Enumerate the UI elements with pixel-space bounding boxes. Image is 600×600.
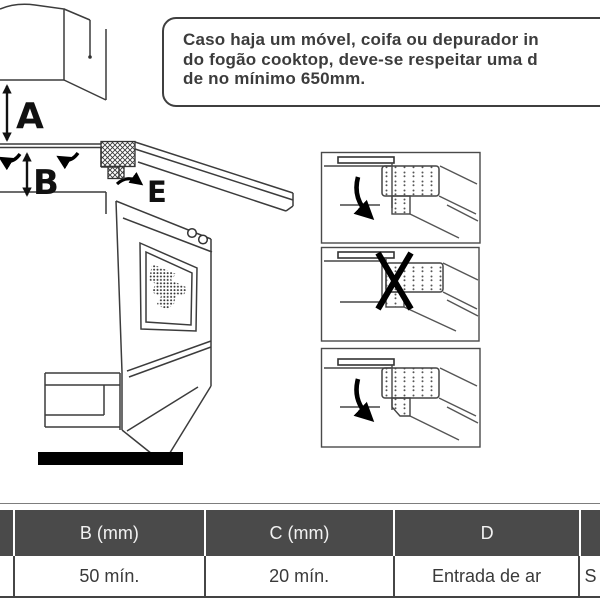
wall-shelf bbox=[338, 157, 394, 163]
hood-body bbox=[0, 4, 64, 80]
dimension-label-a: A bbox=[16, 96, 44, 137]
dimension-b bbox=[27, 154, 59, 203]
dimension-a bbox=[7, 86, 44, 140]
cooktop-burner-box bbox=[392, 196, 410, 214]
oven-drawer bbox=[45, 373, 120, 430]
table-header-cell-c: C (mm) bbox=[206, 510, 393, 556]
clearance-table-row bbox=[0, 556, 600, 598]
table-cell-b: 50 mín. bbox=[15, 556, 206, 596]
cooktop-unit bbox=[382, 166, 439, 196]
cooktop-cross-section bbox=[101, 142, 135, 179]
table-cell bbox=[0, 556, 15, 596]
table-cell: S bbox=[584, 565, 597, 586]
cooktop-unit bbox=[382, 368, 439, 398]
install-panel-2 bbox=[322, 248, 480, 342]
install-panel-3 bbox=[322, 349, 481, 448]
airflow-arrow-icon bbox=[117, 179, 140, 184]
hood-side-lines bbox=[64, 9, 106, 100]
table-cell-c: 20 mín. bbox=[206, 556, 395, 596]
airflow-arrow-icon bbox=[2, 154, 20, 161]
range-hood-drawing bbox=[0, 4, 106, 100]
table-header-cell bbox=[0, 510, 13, 556]
cooktop-block bbox=[101, 142, 135, 167]
wall-shelf bbox=[338, 359, 394, 365]
notice-line: Caso haja um móvel, coifa ou depurador in bbox=[183, 30, 539, 49]
dimension-label-e: E bbox=[147, 175, 167, 209]
table-cell-d: Entrada de ar bbox=[395, 556, 581, 596]
notice-line: do fogão cooktop, deve-se respeitar uma d bbox=[183, 49, 538, 69]
oven-knob bbox=[188, 229, 197, 238]
floor-line bbox=[38, 452, 183, 465]
table-header-cell bbox=[581, 510, 600, 556]
table-top-rule bbox=[0, 503, 600, 504]
hood-rivet-dot bbox=[88, 55, 92, 59]
wall-shelf bbox=[338, 252, 394, 258]
oven-drawing bbox=[38, 201, 212, 465]
airflow-arrow-icon bbox=[60, 153, 78, 160]
clearance-table-header bbox=[0, 510, 600, 556]
install-panel-1 bbox=[322, 153, 481, 244]
oven-knob bbox=[199, 235, 208, 244]
dimension-label-b: B bbox=[33, 163, 59, 203]
table-header-cell-d: D bbox=[395, 510, 579, 556]
cooktop-burner-box bbox=[108, 167, 124, 179]
notice-line: de no mínimo 650mm. bbox=[183, 69, 366, 88]
table-header-cell-b: B (mm) bbox=[15, 510, 204, 556]
